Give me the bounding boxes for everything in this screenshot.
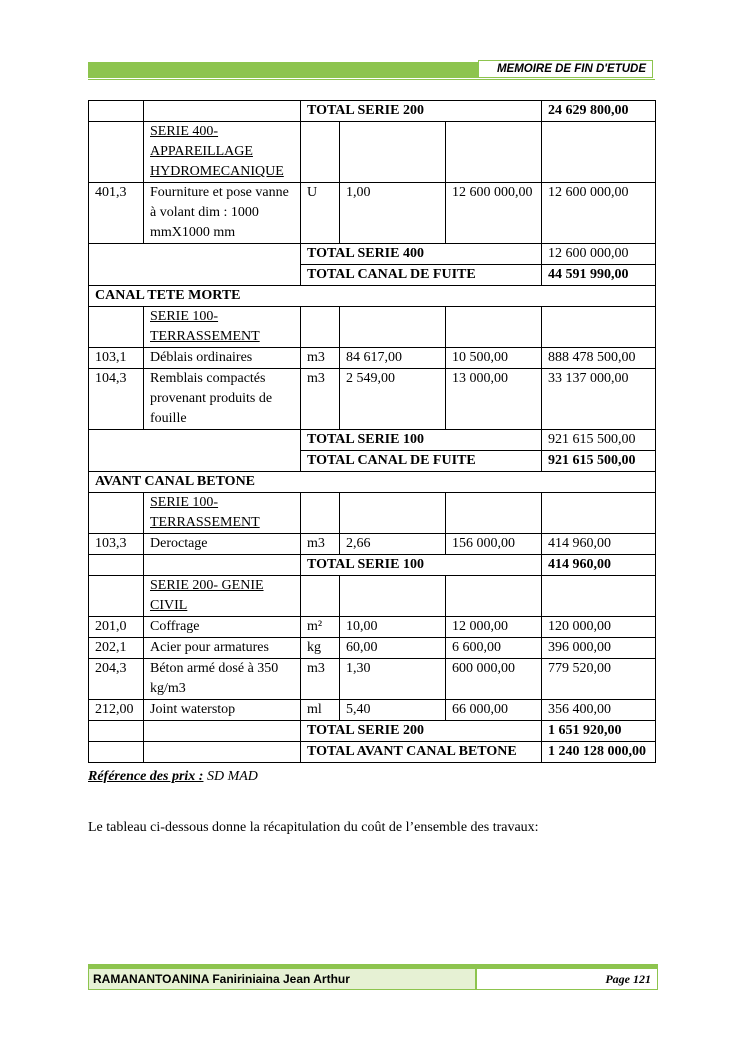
item-unit: m3 [301,534,340,555]
item-unit: U [301,183,340,244]
item-unit-price: 600 000,00 [446,659,542,700]
item-code: 202,1 [89,638,144,659]
header-green-bar [88,62,478,78]
price-reference [88,769,258,785]
total-value: 414 960,00 [542,555,656,576]
item-unit: kg [301,638,340,659]
total-label: TOTAL CANAL DE FUITE [301,265,542,286]
series-heading: SERIE 200- GENIE CIVIL [150,578,264,613]
page-number: Page 121 [476,968,658,990]
table-row [89,472,656,493]
item-quantity: 5,40 [340,700,446,721]
item-description: Acier pour armatures [144,638,301,659]
table-row [89,369,656,430]
item-quantity: 84 617,00 [340,348,446,369]
table-row [89,659,656,700]
header-rule [88,79,655,80]
item-quantity: 2,66 [340,534,446,555]
price-reference-value: SD MAD [203,769,258,784]
item-code: 401,3 [89,183,144,244]
item-code: 104,3 [89,369,144,430]
table-row [89,700,656,721]
item-quantity: 1,00 [340,183,446,244]
item-unit-price: 156 000,00 [446,534,542,555]
item-description: Joint waterstop [144,700,301,721]
total-label: TOTAL AVANT CANAL BETONE [301,742,542,763]
item-amount: 396 000,00 [542,638,656,659]
total-value: 921 615 500,00 [542,430,656,451]
item-code: 212,00 [89,700,144,721]
table-row [89,286,656,307]
item-quantity: 1,30 [340,659,446,700]
item-unit: m² [301,617,340,638]
table-row [89,742,656,763]
table-row [89,101,656,122]
total-value: 24 629 800,00 [542,101,656,122]
series-heading: SERIE 400-APPAREILLAGE HYDROMECANIQUE [150,124,284,179]
item-code: 103,3 [89,534,144,555]
price-reference-label: Référence des prix : [88,769,204,784]
total-value: 1 651 920,00 [542,721,656,742]
item-code: 103,1 [89,348,144,369]
series-heading: SERIE 100-TERRASSEMENT [150,309,260,344]
series-heading: SERIE 100-TERRASSEMENT [150,495,260,530]
table-row [89,122,656,183]
item-unit: m3 [301,659,340,700]
table-row [89,430,656,451]
item-description: Remblais compactés provenant produits de fouille [144,369,301,430]
table-row [89,555,656,576]
table-row [89,348,656,369]
item-amount: 414 960,00 [542,534,656,555]
footer-author: RAMANANTOANINA Faniriniaina Jean Arthur [88,968,476,990]
item-quantity: 2 549,00 [340,369,446,430]
item-amount: 779 520,00 [542,659,656,700]
item-unit-price: 13 000,00 [446,369,542,430]
section-heading: CANAL TETE MORTE [89,286,656,307]
table-row [89,638,656,659]
table-row [89,721,656,742]
header-title: MEMOIRE DE FIN D'ETUDE [478,60,653,78]
table-row [89,183,656,244]
total-value: 12 600 000,00 [542,244,656,265]
page-footer [88,964,658,992]
item-description: Coffrage [144,617,301,638]
item-quantity: 60,00 [340,638,446,659]
item-amount: 888 478 500,00 [542,348,656,369]
item-unit: m3 [301,348,340,369]
item-description: Béton armé dosé à 350 kg/m3 [144,659,301,700]
total-label: TOTAL SERIE 100 [301,555,542,576]
item-unit-price: 10 500,00 [446,348,542,369]
item-description: Fourniture et pose vanne à volant dim : 1000 mmX1000 mm [144,183,301,244]
item-code: 204,3 [89,659,144,700]
table-row [89,244,656,265]
total-value: 1 240 128 000,00 [542,742,656,763]
table-row [89,493,656,534]
item-unit-price: 66 000,00 [446,700,542,721]
total-value: 921 615 500,00 [542,451,656,472]
item-unit-price: 12 000,00 [446,617,542,638]
section-heading: AVANT CANAL BETONE [89,472,656,493]
item-quantity: 10,00 [340,617,446,638]
item-amount: 356 400,00 [542,700,656,721]
item-unit: ml [301,700,340,721]
total-label: TOTAL CANAL DE FUITE [301,451,542,472]
item-amount: 33 137 000,00 [542,369,656,430]
total-label: TOTAL SERIE 200 [301,721,542,742]
total-label: TOTAL SERIE 100 [301,430,542,451]
total-value: 44 591 990,00 [542,265,656,286]
page-header [88,60,655,80]
total-label: TOTAL SERIE 200 [301,101,542,122]
item-unit-price: 12 600 000,00 [446,183,542,244]
item-description: Déblais ordinaires [144,348,301,369]
total-label: TOTAL SERIE 400 [301,244,542,265]
item-unit-price: 6 600,00 [446,638,542,659]
item-amount: 120 000,00 [542,617,656,638]
body-paragraph: Le tableau ci-dessous donne la récapitulation du coût de l’ensemble des travaux: [88,820,539,835]
cost-table [88,100,656,763]
item-description: Deroctage [144,534,301,555]
table-row [89,576,656,617]
table-row [89,307,656,348]
item-amount: 12 600 000,00 [542,183,656,244]
table-row [89,534,656,555]
table-row [89,617,656,638]
item-code: 201,0 [89,617,144,638]
item-unit: m3 [301,369,340,430]
